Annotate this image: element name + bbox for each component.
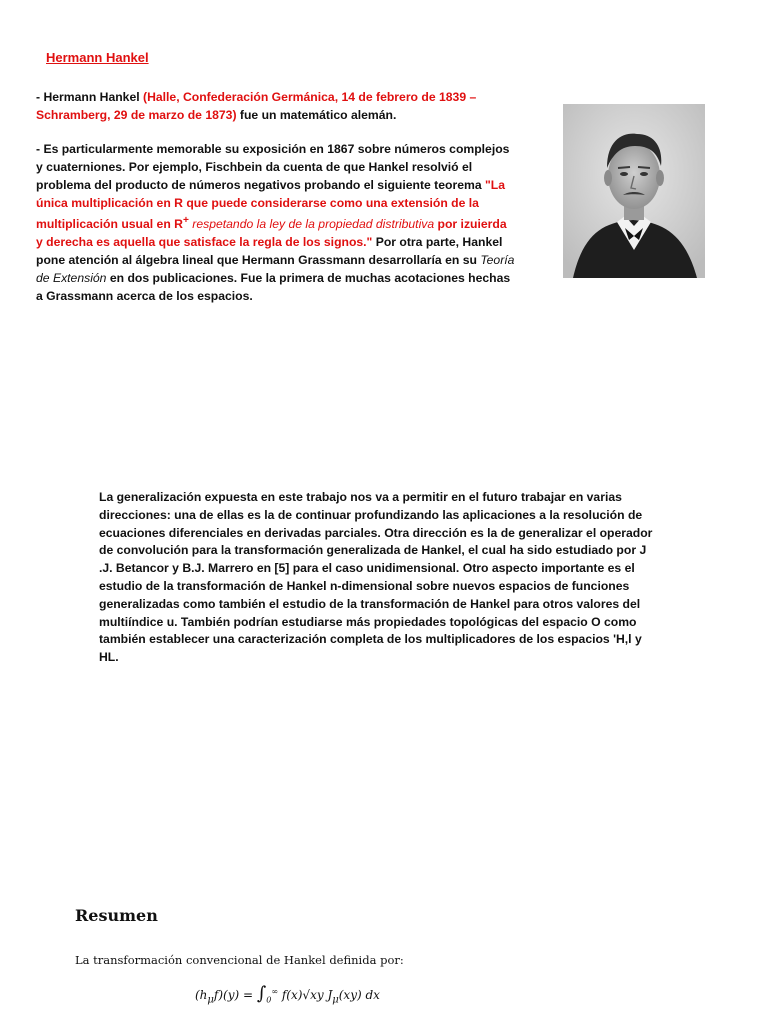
portrait-image [563,104,705,278]
formula-mid: f)(y) = [213,988,257,1002]
intro-name: - Hermann Hankel [36,90,144,104]
hankel-formula [195,983,380,1005]
intro-paragraph-1 [36,88,516,124]
integral-lower-limit: 0 [266,995,272,1005]
resumen-heading: Resumen [75,906,158,925]
page-heading: Hermann Hankel [46,50,149,65]
book-title: Teoría de Extensión [36,253,515,286]
formula-mu: μ [207,994,214,1006]
theorem-sup: + [182,215,189,226]
theorem-quote-a: "La única multiplicación en R que puede considerarse como una extensión de la multiplicación usual en R [36,178,505,232]
integral-sign: ∫ [256,983,267,1004]
intro-paragraph-2 [36,140,516,305]
intro-text-b: Por otra parte, Hankel pone atención al álgebra lineal que Hermann Grassmann desarrollaría en su [36,235,503,268]
generalization-paragraph: La generalización expuesta en este trabajo nos va a permitir en el futuro trabajar en varias direcciones: una de ellas es la de continuar profundizando las aplicaciones a la resolución de ecuaciones diferenciales en derivadas parciales. Otra dirección es la de generalizar el operador de convolución para la transformación generalizada de Hankel, el cual ha sido estudiado por J .J. Betancor y B.J. Marrero en [5] para el caso unidimensional. Otro aspecto importante es el estudio de la transformación de Hankel n-dimensional sobre nuevos espacios de funciones generalizadas como también el estudio de la transformación de Hankel para otros valores del multiíndice u. También podrían estudiarse más propiedades topológicas del espacio O como también establecer una caracterización completa de los multiplicadores de los espacios 'H,l y HL. [99,490,653,665]
portrait-drawing [563,104,705,278]
intro-text-c: en dos publicaciones. Fue la primera de muchas acotaciones hechas a Grassmann acerca de los espacios. [36,271,511,304]
intro-occupation: fue un matemático alemán. [236,108,397,122]
integral-upper-limit: ∞ [271,987,279,996]
resumen-text: La transformación convencional de Hankel definida por: [75,953,404,967]
intro-section [36,88,516,305]
formula-mu-2: μ [332,994,339,1006]
intro-birth-dates: (Halle, Confederación Germánica, 14 de febrero de 1839 – Schramberg, 29 de marzo de 1873) [36,90,477,122]
theorem-quote-b: por izuierda y derecha es aquella que satisface la regla de los signos." [36,217,507,250]
formula-end: (xy) dx [338,988,380,1002]
theorem-quote-italic: respetando la ley de la propiedad distributiva [188,217,435,232]
formula-left: (h [195,988,208,1002]
intro-text-a: - Es particularmente memorable su exposición en 1867 sobre números complejos y cuaterniones. Por ejemplo, Fischbein da cuenta de que Hankel resolvió el problema del producto de números negativos probando el siguiente teorema [36,142,510,192]
formula-body: f(x)√xy J [281,988,333,1002]
